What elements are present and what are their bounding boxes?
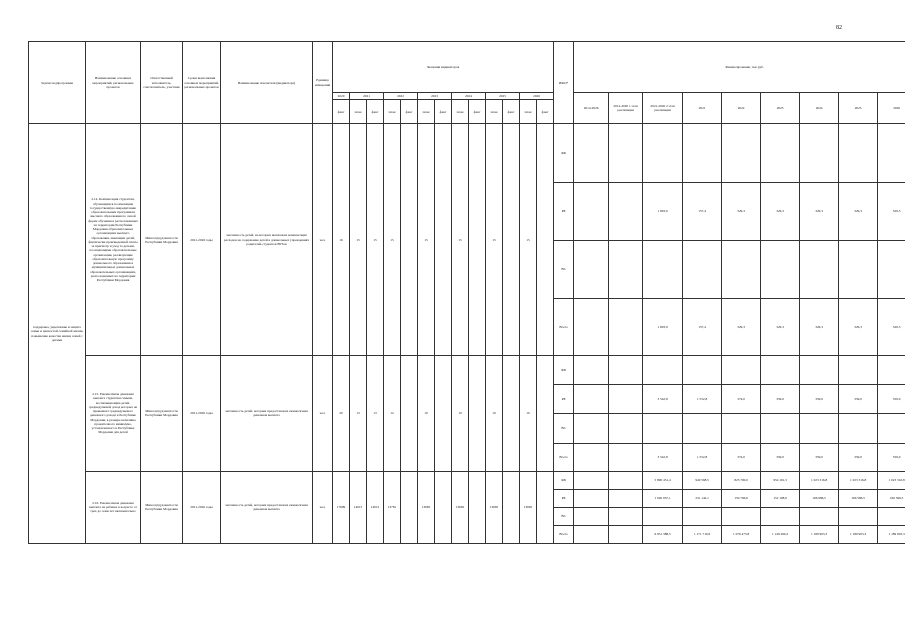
value-cell [401,124,418,356]
ifo-cell: РБ [554,385,574,414]
unit-cell: чел. [313,356,333,471]
fin-cell [574,507,609,525]
ifo-cell: ВС [554,240,574,298]
header-fact: факт [503,100,520,124]
period-cell: 2021-2026 годы [183,471,221,543]
fin-cell: 359,0 [878,443,905,471]
ifo-cell: Всего [554,298,574,355]
header-period: Сроки выполнения основных мероприятий, региональных проектов [183,42,221,124]
fin-cell [878,356,905,385]
fin-cell: 1 552,8 [683,385,722,414]
ifo-cell: РБ [554,182,574,240]
fin-cell: 825 700,0 [722,471,761,489]
fin-cell [643,124,683,182]
ifo-cell: ВС [554,414,574,443]
executor-cell: Минсоцтрудзанятости Республики Мордовия [141,356,183,471]
ifo-cell: ФБ [554,471,574,489]
fin-cell: 940 568,5 [683,471,722,489]
fin-cell: 359,0 [800,443,839,471]
fin-cell: 166 586,5 [839,489,878,507]
fin-cell [574,240,609,298]
fin-cell [722,507,761,525]
header-fact: факт [469,100,486,124]
value-cell: 10 [486,356,503,471]
value-cell [537,356,554,471]
header-fin-col: 2021-2026 2 этап реализации [643,93,683,124]
task-cell: поддержка, укрепление и защита семьи и ценностей семейной жизни, повышение качества жизни семей с детьми [29,124,86,544]
fin-cell: 329,3 [839,182,878,240]
executor-cell: Минсоцтрудзанятости Республики Мордовия [141,471,183,543]
fin-cell: 954 161,3 [761,471,800,489]
fin-cell [643,240,683,298]
fin-cell: 359,0 [761,385,800,414]
value-cell [435,471,452,543]
measure-cell: 2.15. Ежемесячная денежная выплата студентам семьям, воспитывающим детей, среднедушевой доход которых не превышает среднедушевого денежного дохода в Республике Мордовия, в размере величины прожиточного минимума, установленного в Республике Мордовия для детей [86,356,141,471]
fin-cell: 329,3 [839,298,878,355]
value-cell: 14012 [367,471,384,543]
fin-cell: 359,0 [761,443,800,471]
ifo-cell: ФБ [554,356,574,385]
fin-cell: 359,0 [839,443,878,471]
header-fact: факт [401,100,418,124]
fin-cell: 157,4 [683,182,722,240]
fin-cell [609,525,643,543]
fin-cell: 1 040 937,1 [643,489,683,507]
fin-cell: 152 108,9 [761,489,800,507]
header-fin-col: 2014-2020 1 этап реализации [609,93,643,124]
header-indicator: Наименование показателя (индикатора) [221,42,313,124]
ifo-cell: Всего [554,443,574,471]
value-cell: 13 [350,356,367,471]
unit-cell: чел. [313,124,333,356]
header-task: Задачи подпрограммы [29,42,86,124]
header-fin-col: 2023 [761,93,800,124]
header-plan: план [452,100,469,124]
value-cell: 15 [452,124,469,356]
fin-cell [574,414,609,443]
fin-cell [643,507,683,525]
value-cell: 13665 [486,471,503,543]
fin-cell: 374,0 [722,385,761,414]
fin-cell [609,471,643,489]
header-plan: план [384,100,401,124]
fin-cell: 359,0 [878,385,905,414]
fin-cell [574,298,609,355]
fin-cell [574,124,609,182]
fin-cell [722,124,761,182]
fin-cell: 166 596,5 [878,489,905,507]
fin-cell: 329,3 [878,298,905,355]
fin-cell: 329,3 [800,182,839,240]
value-cell: 15 [520,124,537,356]
fin-cell: 374,0 [722,443,761,471]
fin-cell [722,356,761,385]
fin-cell [574,443,609,471]
fin-cell [800,356,839,385]
header-values-group: Значения индикаторов [333,42,554,93]
page-number: 82 [836,25,842,31]
fin-cell [839,356,878,385]
measure-cell: 2.14. Компенсация студентам, обучающимся по имеющим государственную аккредитацию образовательным программам высшего образования по очной форме обучения в расположенных на территории Республики Мордовия образовательных организациях высшего образования, имеющим детей, фактически произведенной платы за присмотр и уход за детьми, посещающими образовательные организации, реализующие образовательную программу дошкольного образования в муниципальных дошкольных образовательных организациях, расположенных на территории Республики Мордовия [86,124,141,356]
indicators-finance-table [28,41,905,544]
value-cell: 15 [486,124,503,356]
fin-cell [643,356,683,385]
fin-cell: 1 552,8 [683,443,722,471]
indicator-cell: численность детей, которым предоставлена ежемесячная денежная выплата [221,356,313,471]
fin-cell [683,507,722,525]
fin-cell [761,507,800,525]
fin-cell: 329,3 [722,298,761,355]
value-cell [469,124,486,356]
value-cell: 17699 [333,471,350,543]
fin-cell: 150 766,6 [722,489,761,507]
unit-cell: чел. [313,471,333,543]
header-fin-col: 2026 [878,93,905,124]
fin-cell [800,124,839,182]
fin-cell [800,507,839,525]
fin-cell [609,507,643,525]
fin-cell [800,240,839,298]
fin-cell [800,414,839,443]
fin-cell [839,507,878,525]
value-cell [401,356,418,471]
fin-cell [878,414,905,443]
header-fact: факт [367,100,384,124]
fin-cell [609,385,643,414]
fin-cell: 231 142,1 [683,489,722,507]
fin-cell [761,240,800,298]
fin-cell: 166 986,5 [800,489,839,507]
fin-cell [609,414,643,443]
header-measures: Наименование основных мероприятий, региональных проектов [86,42,141,124]
value-cell: 12 [384,356,401,471]
fin-cell [609,356,643,385]
ifo-cell: Всего [554,525,574,543]
fin-cell: 1 171 710,6 [683,525,722,543]
fin-cell: 3 542,8 [643,385,683,414]
value-cell: 13665 [418,471,435,543]
header-fin-col: 2021 [683,93,722,124]
header-fact: факт [435,100,452,124]
header-executor: Ответственный исполнитель, соисполнитель, участник [141,42,183,124]
fin-cell: 359,0 [839,385,878,414]
fin-cell [574,489,609,507]
value-cell [537,471,554,543]
value-cell [537,124,554,356]
executor-cell: Минсоцтрудзанятости Республики Мордовия [141,124,183,356]
value-cell: 15 [384,124,401,356]
fin-cell [839,124,878,182]
value-cell: 10 [418,356,435,471]
header-fin-col: 2014-2026 [574,93,609,124]
header-year: 2021 [350,93,384,100]
fin-cell: 6 931 388,5 [643,525,683,543]
fin-cell: 1 803,9 [643,182,683,240]
fin-cell: 3 542,8 [643,443,683,471]
fin-cell [609,298,643,355]
value-cell [401,471,418,543]
header-year: 2020 [333,93,350,100]
fin-cell: 157,4 [683,298,722,355]
header-fact: факт [537,100,554,124]
header-fact: факт [333,100,350,124]
value-cell [503,356,520,471]
indicator-cell: численность детей, которым предоставлена ежемесячная денежная выплата [221,471,313,543]
value-cell: 13781 [384,471,401,543]
fin-cell [878,124,905,182]
value-cell: 14015 [350,471,367,543]
header-year: 2022 [384,93,418,100]
fin-cell [878,507,905,525]
value-cell: 13665 [452,471,469,543]
fin-cell [761,356,800,385]
ifo-cell: РБ [554,489,574,507]
fin-cell: 329,3 [761,182,800,240]
fin-cell: 1 023 316,8 [800,471,839,489]
period-cell: 2021-2026 годы [183,124,221,356]
header-fin-col: 2025 [839,93,878,124]
fin-cell [574,385,609,414]
header-plan: план [418,100,435,124]
value-cell: 15 [418,124,435,356]
value-cell: 13665 [520,471,537,543]
fin-cell: 1 076 473,8 [722,525,761,543]
period-cell: 2021-2026 годы [183,356,221,471]
header-year: 2026 [520,93,554,100]
ifo-cell: ВС [554,507,574,525]
value-cell [503,471,520,543]
fin-cell [761,414,800,443]
fin-cell [722,240,761,298]
fin-cell [574,182,609,240]
fin-cell [609,124,643,182]
value-cell: 16 [333,124,350,356]
value-cell [469,356,486,471]
fin-cell: 1 149 490,2 [761,525,800,543]
value-cell: 13 [367,356,384,471]
fin-cell [761,124,800,182]
fin-cell [878,240,905,298]
fin-cell [609,443,643,471]
value-cell: 20 [333,356,350,471]
header-fin-col: 2022 [722,93,761,124]
value-cell: 10 [452,356,469,471]
value-cell [503,124,520,356]
value-cell: 15 [367,124,384,356]
fin-cell [574,525,609,543]
fin-cell: 1 023 316,8 [839,471,878,489]
fin-cell [609,240,643,298]
fin-cell [683,240,722,298]
header-finance-group: Финансирование, тыс.руб. [574,42,905,93]
header-ifo: ИФО* [554,42,574,124]
header-fin-col: 2024 [800,93,839,124]
fin-cell [722,414,761,443]
header-plan: план [486,100,503,124]
fin-cell: 5 890 451,4 [643,471,683,489]
indicator-cell: численность детей, на которых выплачена компенсация расходов на содержание детей в дошкольных учреждениях родителей-студентов ВУЗов [221,124,313,356]
fin-cell: 359,0 [800,385,839,414]
fin-cell [839,414,878,443]
header-year: 2025 [486,93,520,100]
header-year: 2024 [452,93,486,100]
fin-cell [574,471,609,489]
fin-cell [643,414,683,443]
value-cell [435,356,452,471]
fin-cell [839,240,878,298]
fin-cell [609,182,643,240]
fin-cell: 1 189 903,3 [878,525,905,543]
value-cell: 15 [350,124,367,356]
fin-cell: 329,3 [722,182,761,240]
fin-cell: 1 023 316,8 [878,471,905,489]
fin-cell: 329,3 [800,298,839,355]
value-cell [435,124,452,356]
header-year: 2023 [418,93,452,100]
measure-cell: 2.16. Ежемесячная денежная выплата на ребенка в возрасте от трех до семи лет включительно [86,471,141,543]
fin-cell [683,356,722,385]
value-cell: 10 [520,356,537,471]
fin-cell: 329,3 [761,298,800,355]
fin-cell [683,414,722,443]
header-unit: Единица измерения [313,42,333,124]
header-plan: план [520,100,537,124]
fin-cell: 1 189 903,3 [839,525,878,543]
fin-cell: 329,3 [878,182,905,240]
fin-cell [574,356,609,385]
fin-cell [609,489,643,507]
value-cell [469,471,486,543]
header-plan: план [350,100,367,124]
fin-cell: 1 803,9 [643,298,683,355]
fin-cell [683,124,722,182]
ifo-cell: ФБ [554,124,574,182]
fin-cell: 1 189 903,3 [800,525,839,543]
